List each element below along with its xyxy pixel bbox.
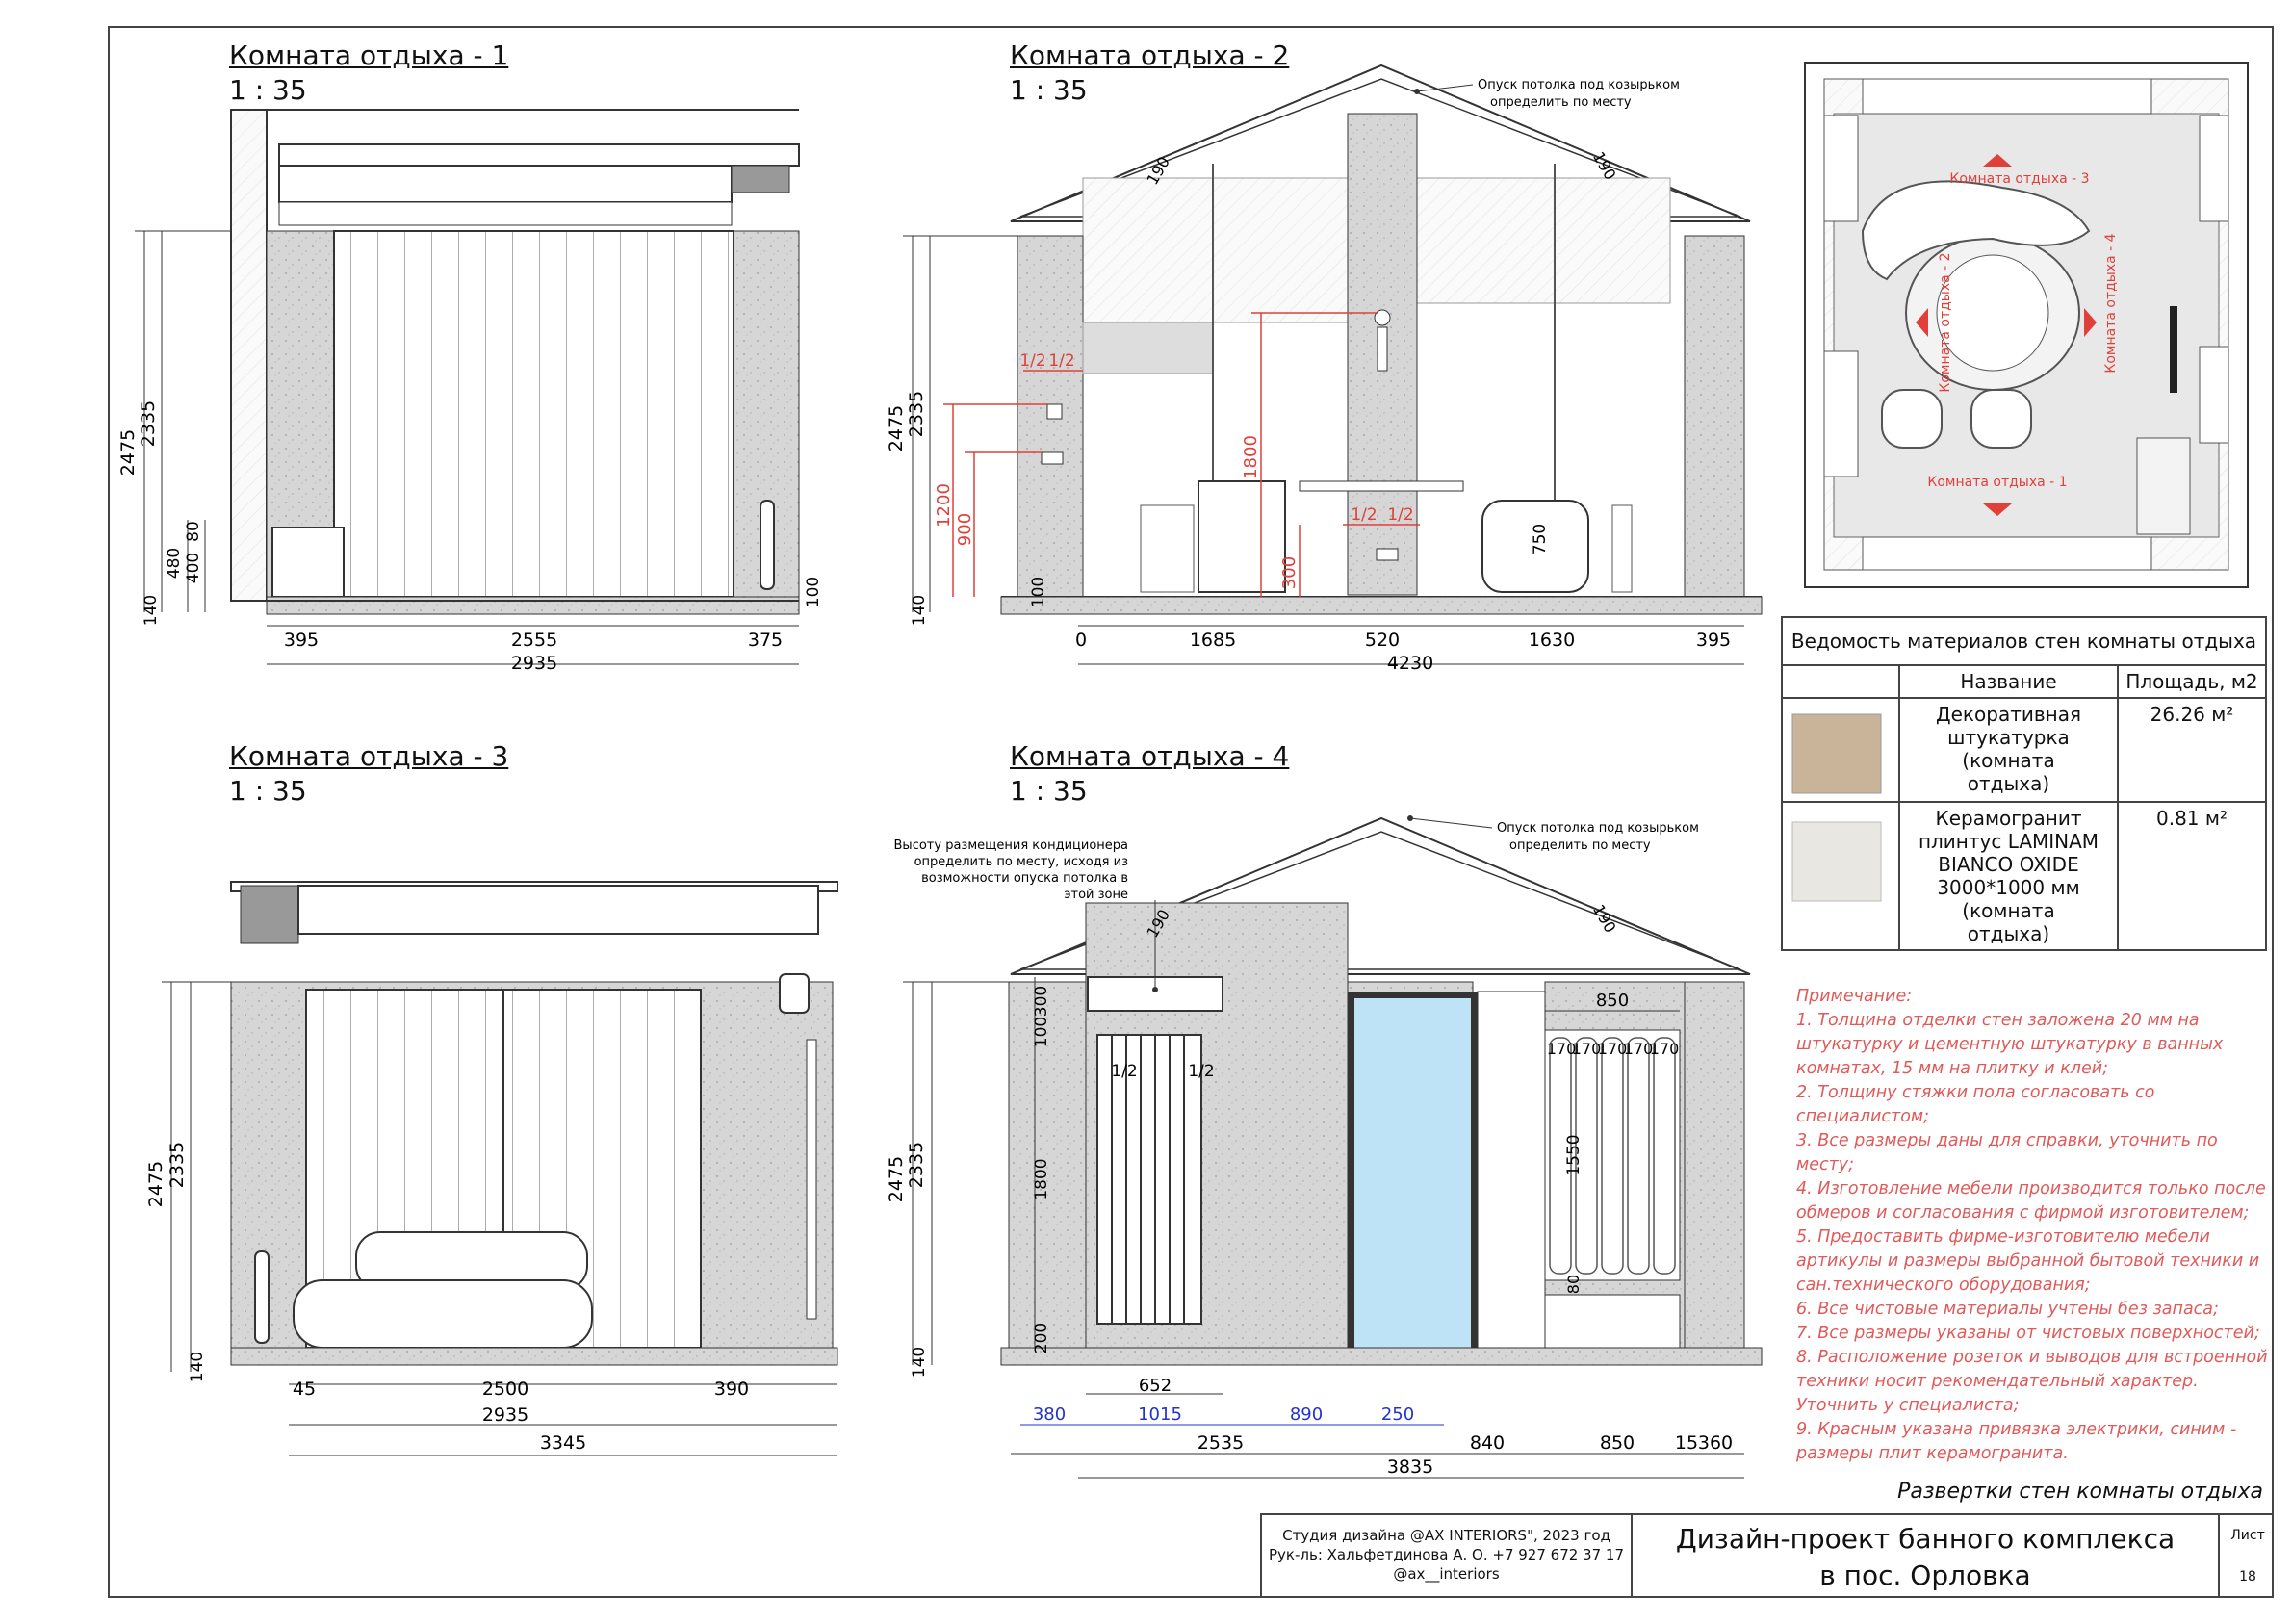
v3-dim-390: 390 [713,1379,750,1400]
v4-dim-850-top: 850 [1595,991,1630,1011]
v1-dim-2935: 2935 [510,653,558,674]
v2-dim-395: 395 [1695,630,1732,651]
v4-dim-3835: 3835 [1386,1456,1434,1478]
v4-dim-2335: 2335 [906,1141,927,1189]
materials-title: Ведомость материалов стен комнаты отдыха [1782,617,2266,665]
note-line: 2. Толщину стяжки пола согласовать со [1796,1083,2155,1102]
v4-dim-840: 840 [1469,1432,1506,1454]
v3-dim-2500: 2500 [481,1379,529,1400]
v4-half-a: 1/2 [1111,1062,1138,1081]
v3-dim-140: 140 [188,1351,207,1383]
view-title-4 [1010,739,1289,809]
v1-dim-395: 395 [283,630,320,651]
note-line: 8. Расположение розеток и выводов для встроенной [1796,1348,2268,1367]
v4-dim-1550: 1550 [1564,1134,1584,1176]
v1-dim-100: 100 [804,576,823,608]
v4-dim-80: 80 [1564,1274,1583,1295]
project-line-2: в пос. Орловка [1819,1560,2031,1591]
plan-label-4: Комната отдыха - 4 [2103,233,2119,374]
view-2-scale: 1 : 35 [1010,74,1088,106]
view-4-scale: 1 : 35 [1010,775,1088,807]
v4-dim-170-3: 170 [1597,1040,1628,1058]
v3-dim-2475: 2475 [145,1160,167,1208]
plan-label-2: Комната отдыха - 2 [1938,252,1953,393]
v1-dim-2335: 2335 [138,400,159,448]
v4-tile-1015: 1015 [1138,1405,1182,1425]
view-1-scale: 1 : 35 [229,74,307,106]
v4-half-b: 1/2 [1188,1062,1215,1081]
v4-dim-360: 360 [1697,1432,1734,1454]
v2-half-b: 1/2 [1048,351,1075,371]
view-3-scale: 1 : 35 [229,775,307,807]
v4-dim-170-1: 170 [1546,1040,1577,1058]
note-line: 4. Изготовление мебели производится только после [1796,1179,2266,1199]
v2-dim-1200: 1200 [934,483,954,528]
ac-callout-line1: Высоту размещения кондиционера [893,838,1128,853]
materials-row-2-area: 0.81 м² [2118,802,2266,950]
v2-dim-140: 140 [910,594,929,627]
v2-half-d: 1/2 [1387,505,1414,525]
project-line-1: Дизайн-проект банного комплекса [1675,1523,2176,1555]
notes-lines [1796,1009,2268,1466]
view-1-name: Комната отдыха - 1 [229,39,509,71]
handle-line: @ax__interiors [1393,1565,1500,1583]
v4-dim-190b: 190 [1588,901,1620,937]
v4-dim-190a: 190 [1143,906,1174,941]
v2-dim-190a: 190 [1143,153,1174,189]
plan-label-1: Комната отдыха - 1 [1927,475,2068,490]
v1-dim-80: 80 [184,521,203,542]
sheet-number: 18 [2239,1569,2256,1585]
notes-title: Примечание: [1796,987,1913,1006]
note-line: комнатах, 15 мм на плитку и клей; [1796,1059,2108,1078]
note-line: Уточнить у специалиста; [1796,1396,2020,1415]
v2-dim-750: 750 [1531,523,1550,555]
v4-dim-170-2: 170 [1571,1040,1602,1058]
v4-dim-652: 652 [1138,1376,1172,1396]
view-title-3 [229,739,508,809]
v2-dim-0: 0 [1074,630,1088,651]
v4-dim-200: 200 [1032,1322,1051,1354]
materials-row-1-area: 26.26 м² [2118,698,2266,802]
v2-dim-1800: 1800 [1241,435,1261,479]
note-line: обмеров и согласования с фирмой изготовителем; [1796,1203,2250,1223]
ac-callout-line2: определить по месту, исходя из [914,855,1128,869]
v1-dim-2475: 2475 [117,428,139,477]
v1-dim-375: 375 [747,630,784,651]
materials-col-area: Площадь, м2 [2118,665,2266,698]
note-line: сан.технического оборудования; [1796,1276,2091,1295]
v4-tile-380: 380 [1032,1405,1067,1425]
v2-dim-100: 100 [1029,576,1048,608]
v1-dim-2555: 2555 [510,630,558,651]
elevation-view-3 [145,882,837,1456]
note-line: 1. Толщина отделки стен заложена 20 мм на [1796,1011,2200,1030]
notes-block [1796,985,2268,1466]
materials-row-2-name: Керамогранит плинтус LAMINAM BIANCO OXIDE 3000*1000 мм (комната отдыха) [1899,802,2118,950]
v2-dim-300: 300 [1279,555,1300,590]
elevation-view-1 [117,110,823,674]
view-2-name: Комната отдыха - 2 [1010,39,1290,71]
note-line: штукатурку и цементную штукатурку в ванных [1796,1035,2224,1054]
v1-dim-140: 140 [142,594,161,627]
v2-callout-line1: Опуск потолка под козырьком [1478,78,1680,92]
v4-dim-170-5: 170 [1649,1040,1680,1058]
elevation-view-4 [886,815,1762,1478]
v2-dim-1685: 1685 [1189,630,1237,651]
v2-dim-2335: 2335 [906,390,927,438]
v4-dim-300: 300 [1032,985,1051,1018]
v4-dim-100: 100 [1032,1016,1051,1048]
note-line: 3. Все размеры даны для справки, уточнить по месту; [1796,1131,2218,1174]
v4-dim-15: 15 [1674,1432,1699,1454]
v2-callout-line2: определить по месту [1490,95,1632,110]
elevation-view-2 [886,65,1762,674]
v1-dim-400: 400 [184,552,203,584]
v4-dim-2535: 2535 [1197,1432,1245,1454]
materials-table [1781,616,2267,951]
materials-row-1-name: Декоративная штукатурка (комната отдыха) [1899,698,2118,802]
v3-dim-45: 45 [292,1379,317,1400]
floor-plan [1805,63,2248,587]
plan-label-3: Комната отдыха - 3 [1949,171,2090,187]
title-block-studio [1266,1526,1627,1584]
v4-tile-890: 890 [1289,1405,1324,1425]
note-line: 6. Все чистовые материалы учтены без запаса; [1796,1300,2219,1319]
v4-dim-170-4: 170 [1623,1040,1654,1058]
v4-callout-line1: Опуск потолка под козырьком [1497,821,1699,836]
title-block-project [1636,1521,2214,1594]
v2-half-a: 1/2 [1019,351,1046,371]
v2-dim-1630: 1630 [1528,630,1576,651]
v4-dim-850: 850 [1599,1432,1635,1454]
view-title-2 [1010,39,1289,108]
ac-callout-line3: возможности опуска потолка в [921,871,1128,886]
sheet-label: Лист [2230,1528,2265,1543]
ac-callout-line4: этой зоне [1064,888,1128,902]
v4-callout-line2: определить по месту [1509,838,1651,853]
note-line: специалистом; [1796,1107,1930,1126]
note-line: 5. Предоставить фирме-изготовителю мебели [1796,1227,2210,1247]
v3-dim-3345: 3345 [539,1432,587,1454]
v4-dim-1800: 1800 [1032,1158,1051,1200]
note-line: артикулы и размеры выбранной бытовой техники и [1796,1251,2260,1271]
v2-dim-520: 520 [1364,630,1401,651]
studio-line: Студия дизайна @AX INTERIORS", 2023 год [1282,1527,1610,1544]
v3-dim-2935: 2935 [481,1405,529,1426]
v4-dim-140: 140 [910,1346,929,1379]
v2-dim-190b: 190 [1588,148,1620,184]
v2-dim-2475: 2475 [886,404,907,452]
v4-dim-2475: 2475 [886,1155,907,1203]
view-4-name: Комната отдыха - 4 [1010,740,1290,772]
v2-half-c: 1/2 [1351,505,1378,525]
v1-dim-480: 480 [165,547,184,580]
view-title-1 [229,39,508,108]
note-line: 7. Все размеры указаны от чистовых поверхностей; [1796,1324,2260,1343]
sheet-subtitle: Развертки стен комнаты отдыха [1897,1480,2263,1504]
v2-dim-900: 900 [955,512,975,547]
v4-tile-250: 250 [1380,1405,1415,1425]
note-line: размеры плит керамогранита. [1796,1444,2069,1463]
materials-col-name: Название [1899,665,2118,698]
note-line: техники носит рекомендательный характер. [1796,1372,2199,1391]
view-3-name: Комната отдыха - 3 [229,740,509,772]
note-line: 9. Красным указана привязка электрики, синим - [1796,1420,2237,1439]
v3-dim-2335: 2335 [167,1141,188,1189]
lead-line: Рук-ль: Хальфетдинова А. О. +7 927 672 37 17 [1269,1546,1624,1563]
v2-dim-4230: 4230 [1386,653,1434,674]
